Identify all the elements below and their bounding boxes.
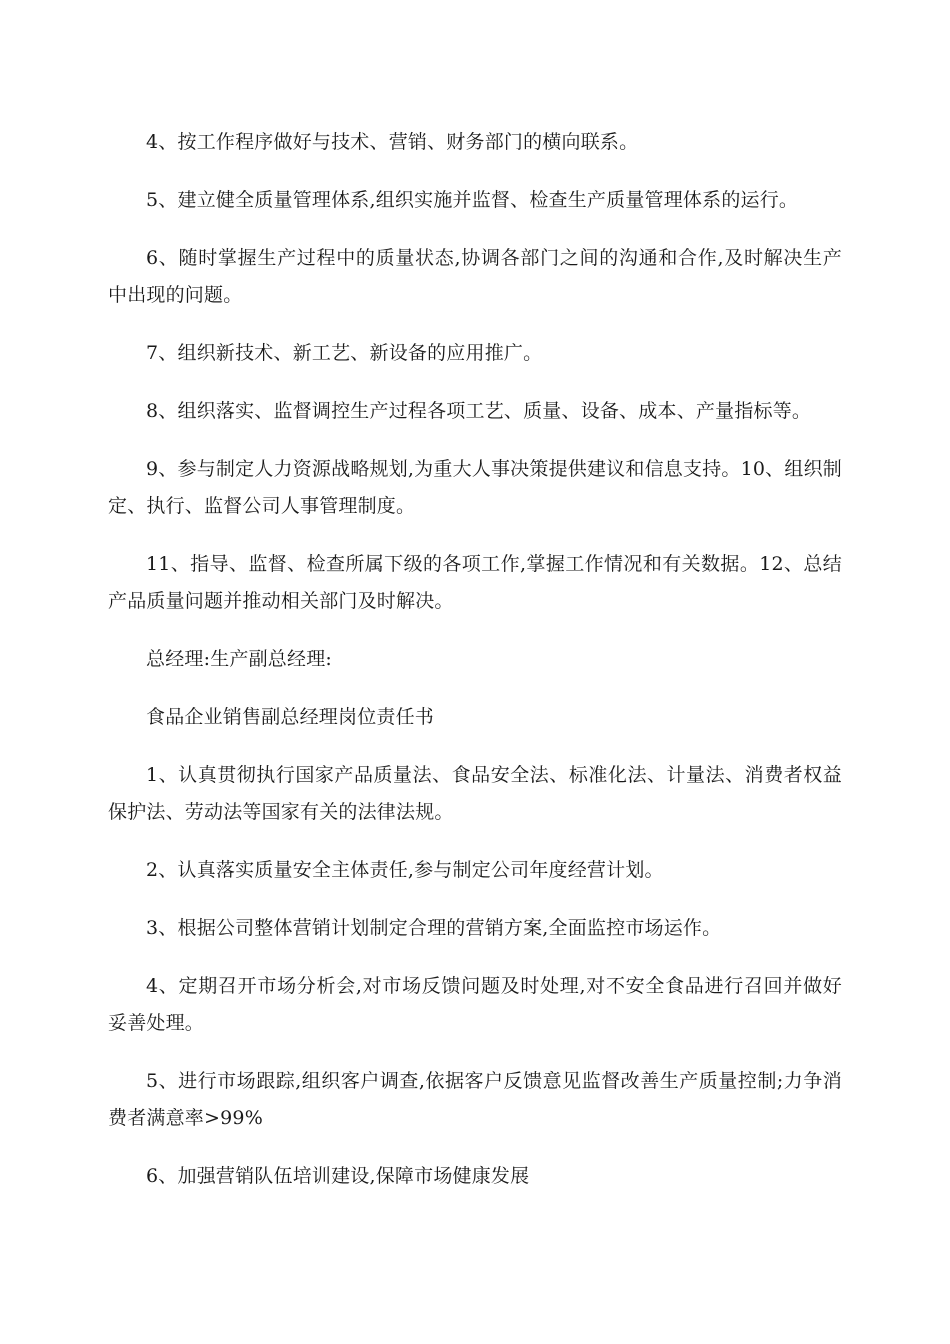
signature-line: 总经理:生产副总经理: (146, 648, 333, 670)
paragraph-item-8-process-control: 8、组织落实、监督调控生产过程各项工艺、质量、设备、成本、产量指标等。 (146, 400, 812, 422)
paragraph-item-7-new-technology: 7、组织新技术、新工艺、新设备的应用推广。 (146, 342, 543, 364)
paragraph-sales-item-2-responsibility: 2、认真落实质量安全主体责任,参与制定公司年度经营计划。 (146, 859, 664, 881)
paragraph-item-4-horizontal-liaison: 4、按工作程序做好与技术、营销、财务部门的横向联系。 (146, 131, 639, 153)
paragraph-sales-item-3-marketing-plan: 3、根据公司整体营销计划制定合理的营销方案,全面监控市场运作。 (146, 917, 722, 939)
paragraph-sales-item-5-customer-survey: 5、进行市场跟踪,组织客户调查,依据客户反馈意见监督改善生产质量控制;力争消费者满意率>99% (108, 1070, 842, 1129)
paragraph-item-6-quality-status: 6、随时掌握生产过程中的质量状态,协调各部门之间的沟通和合作,及时解决生产中出现的问题。 (108, 247, 842, 306)
paragraph-item-9-10-hr-strategy: 9、参与制定人力资源战略规划,为重大人事决策提供建议和信息支持。10、组织制定、执行、监督公司人事管理制度。 (108, 458, 842, 517)
paragraph-sales-item-4-market-analysis: 4、定期召开市场分析会,对市场反馈问题及时处理,对不安全食品进行召回并做好妥善处理。 (108, 975, 842, 1034)
paragraph-sales-item-6-team-training: 6、加强营销队伍培训建设,保障市场健康发展 (146, 1165, 530, 1187)
section-title: 食品企业销售副总经理岗位责任书 (146, 706, 435, 728)
paragraph-item-11-12-supervision: 11、指导、监督、检查所属下级的各项工作,掌握工作情况和有关数据。12、总结产品质量问题并推动相关部门及时解决。 (108, 553, 842, 612)
paragraph-sales-item-1-laws: 1、认真贯彻执行国家产品质量法、食品安全法、标准化法、计量法、消费者权益保护法、劳动法等国家有关的法律法规。 (108, 764, 842, 823)
paragraph-item-5-quality-system: 5、建立健全质量管理体系,组织实施并监督、检查生产质量管理体系的运行。 (146, 189, 799, 211)
